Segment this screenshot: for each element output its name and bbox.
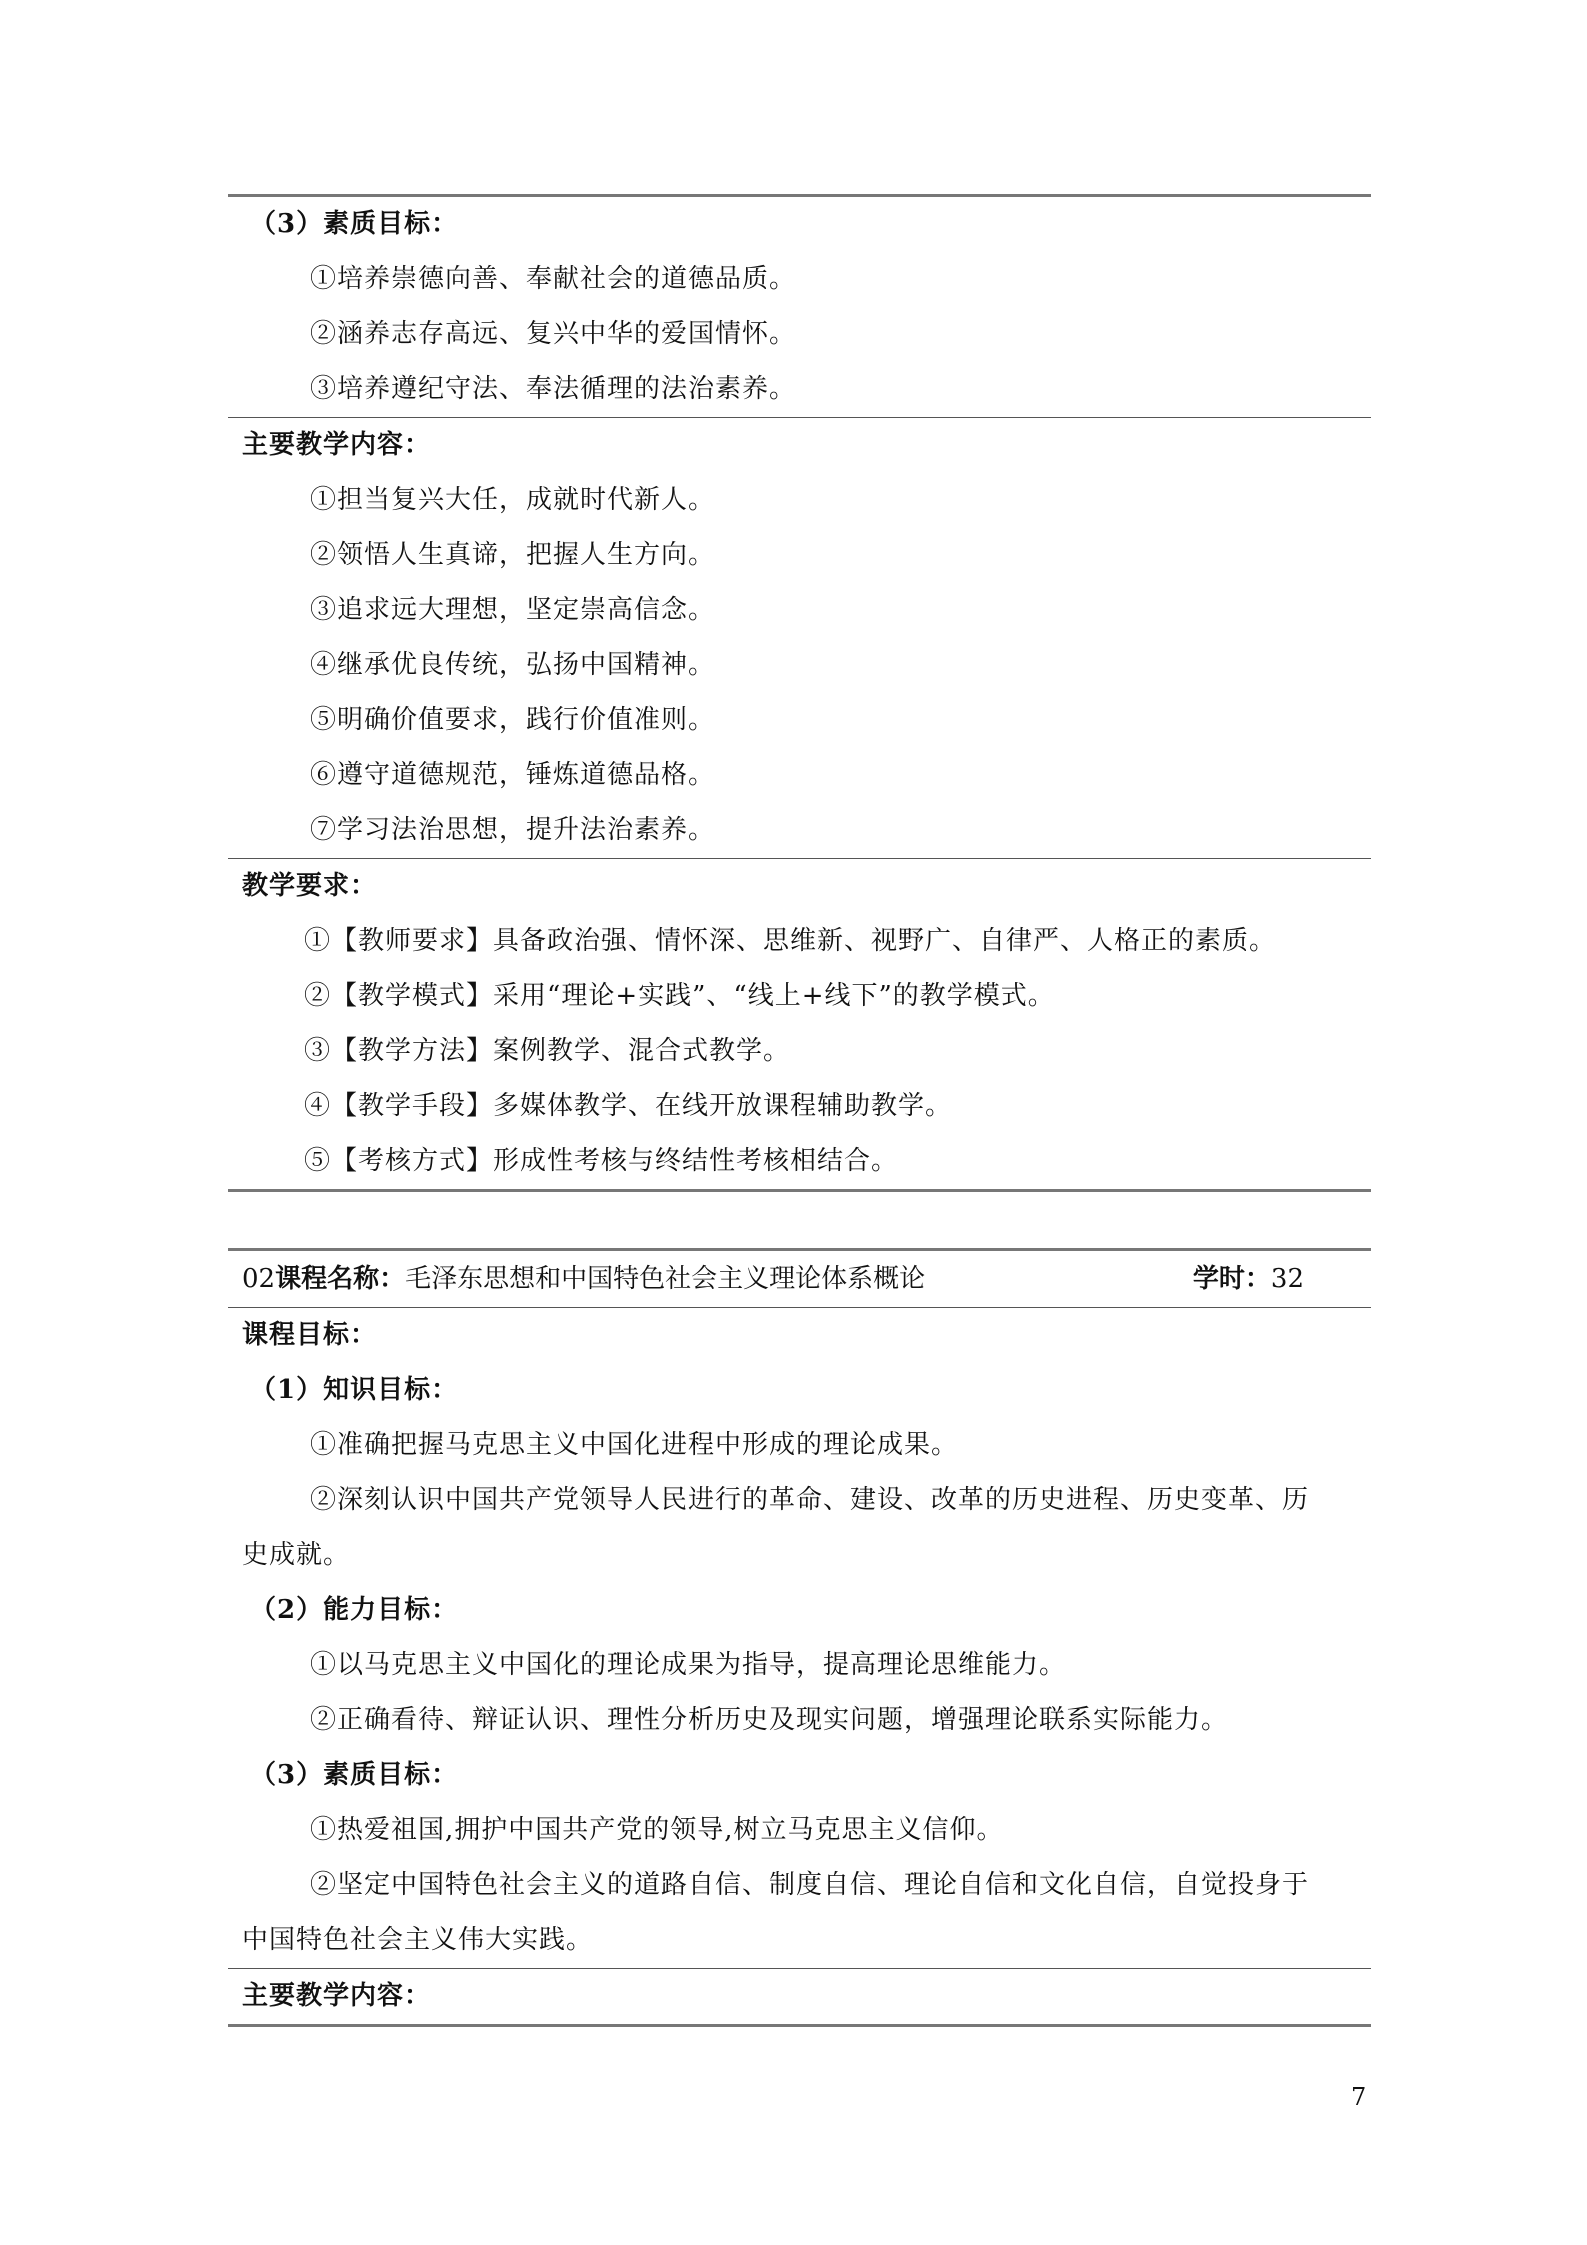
content-item: ⑦学习法治思想，提升法治素养。 — [310, 815, 716, 845]
requirement-tag: 【教学方法】 — [331, 1036, 494, 1066]
requirement-text: 形成性考核与终结性考核相结合。 — [493, 1146, 899, 1176]
hours-value: 32 — [1270, 1264, 1304, 1294]
course-name: 毛泽东思想和中国特色社会主义理论体系概论 — [405, 1264, 926, 1294]
ability-goals-heading: （2）能力目标： — [250, 1595, 459, 1625]
requirement-num: ④ — [304, 1091, 332, 1121]
course-goals-section — [228, 1308, 1371, 1968]
teaching-content-section — [228, 1969, 1371, 2024]
teaching-content-heading: 主要教学内容： — [242, 430, 432, 460]
requirement-text: 具备政治强、情怀深、思维新、视野广、自律严、人格正的素质。 — [493, 926, 1277, 956]
course-header-row — [228, 1251, 1371, 1307]
ability-goal-item: ②正确看待、辩证认识、理性分析历史及现实问题，增强理论联系实际能力。 — [310, 1705, 1229, 1735]
requirement-item — [242, 969, 1357, 1024]
content-item: ⑤明确价值要求，践行价值准则。 — [310, 705, 716, 735]
requirement-num: ① — [304, 926, 332, 956]
course-hours-cell — [1193, 1251, 1304, 1307]
hours-label: 学时： — [1192, 1264, 1271, 1294]
requirement-num: ③ — [304, 1036, 332, 1066]
course-code: 02 — [242, 1264, 276, 1294]
requirement-tag: 【教学手段】 — [331, 1091, 494, 1121]
teaching-requirements-section — [228, 859, 1371, 1189]
knowledge-goal-item-continued: 史成就。 — [242, 1540, 351, 1570]
requirement-num: ⑤ — [304, 1146, 332, 1176]
course-name-label: 课程名称： — [275, 1264, 406, 1294]
course-01-table — [228, 194, 1371, 1192]
knowledge-goal-item: ②深刻认识中国共产党领导人民进行的革命、建设、改革的历史进程、历史变革、历 — [310, 1485, 1310, 1515]
ability-goal-item: ①以马克思主义中国化的理论成果为指导，提高理论思维能力。 — [310, 1650, 1067, 1680]
quality-goals-heading: （3）素质目标： — [250, 209, 459, 239]
requirement-item — [242, 1079, 1357, 1134]
requirement-tag: 【教学模式】 — [331, 981, 494, 1011]
quality-goal-item: ②涵养志存高远、复兴中华的爱国情怀。 — [310, 319, 797, 349]
content-item: ①担当复兴大任，成就时代新人。 — [310, 485, 716, 515]
content-item: ⑥遵守道德规范，锤炼道德品格。 — [310, 760, 716, 790]
knowledge-goal-item: ①准确把握马克思主义中国化进程中形成的理论成果。 — [310, 1430, 959, 1460]
content-item: ②领悟人生真谛，把握人生方向。 — [310, 540, 716, 570]
quality-goal-item: ②坚定中国特色社会主义的道路自信、制度自信、理论自信和文化自信，自觉投身于 — [310, 1870, 1310, 1900]
requirement-item — [242, 914, 1357, 969]
requirement-item — [242, 1134, 1357, 1189]
content-item: ④继承优良传统，弘扬中国精神。 — [310, 650, 716, 680]
page-number: 7 — [1351, 2083, 1367, 2111]
knowledge-goals-heading: （1）知识目标： — [250, 1375, 459, 1405]
teaching-content-heading: 主要教学内容： — [242, 1981, 432, 2011]
requirement-text: 多媒体教学、在线开放课程辅助教学。 — [493, 1091, 953, 1121]
quality-goal-item: ①培养崇德向善、奉献社会的道德品质。 — [310, 264, 797, 294]
course-goals-heading: 课程目标： — [242, 1320, 378, 1350]
teaching-content-section — [228, 418, 1371, 858]
content-item: ③追求远大理想，坚定崇高信念。 — [310, 595, 716, 625]
quality-goal-item: ③培养遵纪守法、奉法循理的法治素养。 — [310, 374, 797, 404]
requirement-item — [242, 1024, 1357, 1079]
quality-goal-item: ①热爱祖国,拥护中国共产党的领导,树立马克思主义信仰。 — [310, 1815, 1004, 1845]
quality-goals-section — [228, 197, 1371, 417]
course-name-cell — [242, 1251, 925, 1307]
requirement-text: 案例教学、混合式教学。 — [493, 1036, 791, 1066]
quality-goals-heading: （3）素质目标： — [250, 1760, 459, 1790]
requirement-text: 采用“理论+实践”、“线上+线下”的教学模式。 — [493, 981, 1055, 1011]
teaching-requirements-heading: 教学要求： — [242, 871, 378, 901]
quality-goal-item-continued: 中国特色社会主义伟大实践。 — [242, 1925, 594, 1955]
requirement-tag: 【考核方式】 — [331, 1146, 494, 1176]
requirement-tag: 【教师要求】 — [331, 926, 494, 956]
requirement-num: ② — [304, 981, 332, 1011]
course-02-table — [228, 1248, 1371, 2027]
